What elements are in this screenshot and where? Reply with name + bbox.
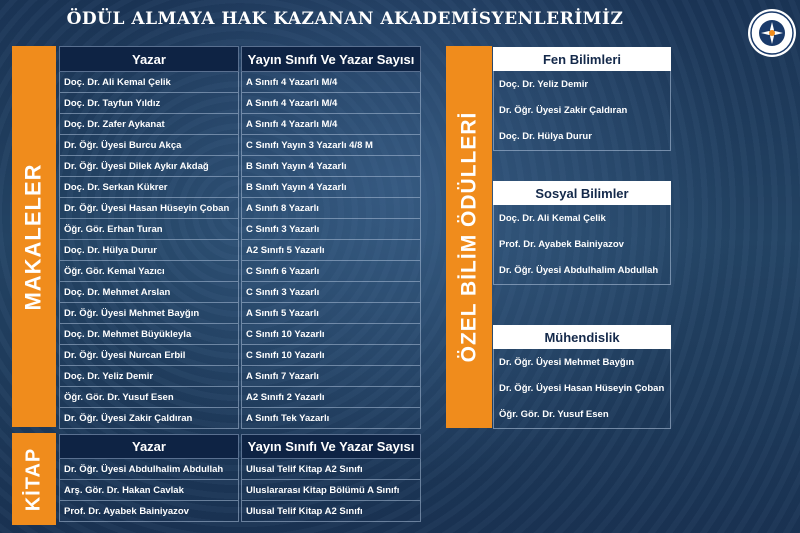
kitap-col1-header: Yazar bbox=[59, 434, 239, 459]
table-cell-publication: A Sınıfı 4 Yazarlı M/4 bbox=[241, 93, 421, 114]
award-panel-name: Dr. Öğr. Üyesi Hasan Hüseyin Çoban bbox=[499, 382, 665, 394]
table-cell-author: Dr. Öğr. Üyesi Dilek Aykır Akdağ bbox=[59, 156, 239, 177]
table-cell-author: Arş. Gör. Dr. Hakan Cavlak bbox=[59, 480, 239, 501]
table-cell-author: Doç. Dr. Mehmet Büyükleyla bbox=[59, 324, 239, 345]
award-panel-name: Öğr. Gör. Dr. Yusuf Esen bbox=[499, 408, 609, 420]
kitap-label-text: KİTAP bbox=[22, 447, 45, 511]
award-panel-name: Doç. Dr. Hülya Durur bbox=[499, 130, 592, 142]
table-cell-publication: A Sınıfı 4 Yazarlı M/4 bbox=[241, 72, 421, 93]
kitap-col2-header: Yayın Sınıfı Ve Yazar Sayısı bbox=[241, 434, 421, 459]
makaleler-label bbox=[12, 46, 56, 427]
table-cell-publication: C Sınıfı 10 Yazarlı bbox=[241, 345, 421, 366]
table-cell-publication: Ulusal Telif Kitap A2 Sınıfı bbox=[241, 501, 421, 522]
makaleler-col1-header: Yazar bbox=[59, 46, 239, 72]
table-cell-publication: Ulusal Telif Kitap A2 Sınıfı bbox=[241, 459, 421, 480]
table-cell-publication: A Sınıfı 8 Yazarlı bbox=[241, 198, 421, 219]
table-cell-publication: B Sınıfı Yayın 4 Yazarlı bbox=[241, 156, 421, 177]
table-cell-author: Dr. Öğr. Üyesi Zakir Çaldıran bbox=[59, 408, 239, 429]
award-panel-title: Fen Bilimleri bbox=[493, 47, 671, 71]
table-cell-author: Doç. Dr. Hülya Durur bbox=[59, 240, 239, 261]
table-cell-author: Doç. Dr. Yeliz Demir bbox=[59, 366, 239, 387]
table-cell-publication: A2 Sınıfı 5 Yazarlı bbox=[241, 240, 421, 261]
table-cell-publication: A2 Sınıfı 2 Yazarlı bbox=[241, 387, 421, 408]
award-panel-name: Doç. Dr. Ali Kemal Çelik bbox=[499, 212, 606, 224]
table-cell-publication: A Sınıfı Tek Yazarlı bbox=[241, 408, 421, 429]
table-cell-author: Doç. Dr. Ali Kemal Çelik bbox=[59, 72, 239, 93]
table-cell-publication: B Sınıfı Yayın 4 Yazarlı bbox=[241, 177, 421, 198]
table-cell-author: Doç. Dr. Tayfun Yıldız bbox=[59, 93, 239, 114]
table-cell-author: Dr. Öğr. Üyesi Mehmet Bayğın bbox=[59, 303, 239, 324]
ozel-odul-label-text: ÖZEL BİLİM ÖDÜLLERİ bbox=[457, 111, 480, 363]
table-cell-author: Doç. Dr. Zafer Aykanat bbox=[59, 114, 239, 135]
table-cell-publication: C Sınıfı 6 Yazarlı bbox=[241, 261, 421, 282]
table-cell-author: Dr. Öğr. Üyesi Nurcan Erbil bbox=[59, 345, 239, 366]
table-cell-publication: C Sınıfı 3 Yazarlı bbox=[241, 219, 421, 240]
makaleler-col2-header: Yayın Sınıfı Ve Yazar Sayısı bbox=[241, 46, 421, 72]
award-panel-title: Mühendislik bbox=[493, 325, 671, 349]
table-cell-publication: A Sınıfı 4 Yazarlı M/4 bbox=[241, 114, 421, 135]
award-panel-name: Dr. Öğr. Üyesi Abdulhalim Abdullah bbox=[499, 264, 659, 276]
table-cell-publication: Uluslararası Kitap Bölümü A Sınıfı bbox=[241, 480, 421, 501]
award-panel-name: Dr. Öğr. Üyesi Mehmet Bayğın bbox=[499, 356, 635, 368]
table-cell-author: Öğr. Gör. Erhan Turan bbox=[59, 219, 239, 240]
table-cell-publication: C Sınıfı 3 Yazarlı bbox=[241, 282, 421, 303]
kitap-label bbox=[12, 433, 56, 525]
table-cell-author: Dr. Öğr. Üyesi Abdulhalim Abdullah bbox=[59, 459, 239, 480]
table-cell-publication: C Sınıfı 10 Yazarlı bbox=[241, 324, 421, 345]
page-title: ÖDÜL ALMAYA HAK KAZANAN AKADEMİSYENLERİMİZ bbox=[66, 9, 624, 29]
award-panel-name: Doç. Dr. Yeliz Demir bbox=[499, 78, 589, 90]
table-cell-author: Öğr. Gör. Dr. Yusuf Esen bbox=[59, 387, 239, 408]
table-cell-author: Doç. Dr. Mehmet Arslan bbox=[59, 282, 239, 303]
table-cell-author: Öğr. Gör. Kemal Yazıcı bbox=[59, 261, 239, 282]
award-panel-title: Sosyal Bilimler bbox=[493, 181, 671, 205]
table-cell-author: Dr. Öğr. Üyesi Hasan Hüseyin Çoban bbox=[59, 198, 239, 219]
table-cell-publication: A Sınıfı 7 Yazarlı bbox=[241, 366, 421, 387]
award-panel-name: Dr. Öğr. Üyesi Zakir Çaldıran bbox=[499, 104, 628, 116]
university-seal bbox=[747, 8, 797, 58]
table-cell-author: Prof. Dr. Ayabek Bainiyazov bbox=[59, 501, 239, 522]
table-cell-publication: A Sınıfı 5 Yazarlı bbox=[241, 303, 421, 324]
award-panel-name: Prof. Dr. Ayabek Bainiyazov bbox=[499, 238, 624, 250]
table-cell-author: Doç. Dr. Serkan Kükrer bbox=[59, 177, 239, 198]
ozel-odul-label bbox=[446, 46, 492, 428]
table-cell-publication: C Sınıfı Yayın 3 Yazarlı 4/8 M bbox=[241, 135, 421, 156]
makaleler-label-text: MAKALELER bbox=[21, 162, 47, 311]
table-cell-author: Dr. Öğr. Üyesi Burcu Akça bbox=[59, 135, 239, 156]
